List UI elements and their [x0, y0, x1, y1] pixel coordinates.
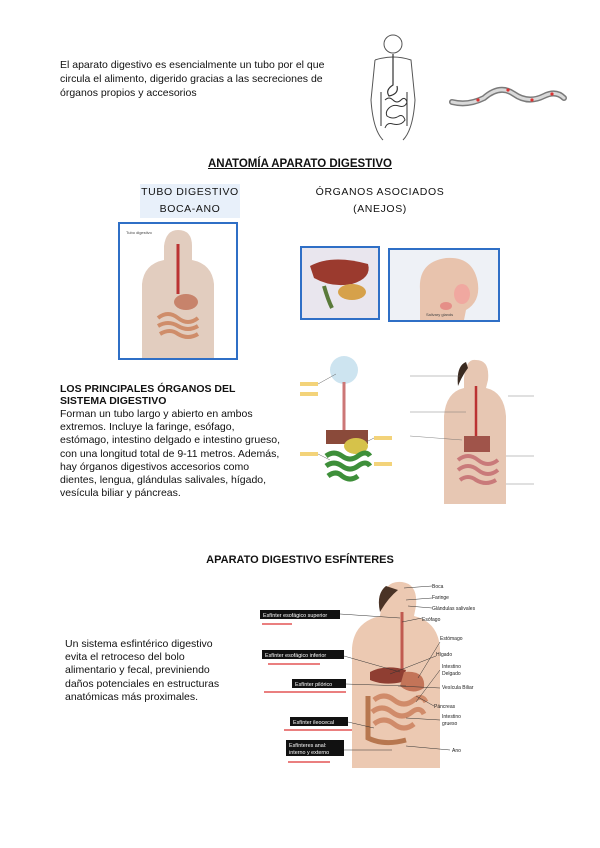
tag-esfinteres-anal-2: interno y externo — [289, 750, 330, 756]
tag-esfinter-esofagico-superior: Esfínter esofágico superior — [263, 613, 328, 619]
label-intestino-delgado-2: Delgado — [442, 671, 461, 677]
tubo-digestivo-image — [118, 222, 238, 360]
tag-esfinteres-anal-1: Esfínteres anal: — [289, 743, 327, 749]
label-intestino-grueso-1: Intestino — [442, 714, 461, 720]
label-faringe: Faringe — [432, 595, 449, 601]
tag-esfinter-pilorico: Esfínter pilórico — [295, 682, 333, 688]
sphincters-heading: APARATO DIGESTIVO ESFÍNTERES — [206, 554, 394, 566]
label-esofago: Esófago — [422, 617, 441, 623]
tubo-digestivo-label: TUBO DIGESTIVO BOCA-ANO — [140, 184, 240, 218]
organos-asociados-label: ÓRGANOS ASOCIADOS (ANEJOS) — [315, 186, 445, 215]
label-higado: Hígado — [436, 652, 453, 658]
digestive-outline-illustration — [355, 30, 435, 142]
label-estomago: Estómago — [440, 636, 463, 642]
intro-paragraph: El aparato digestivo es esencialmente un tubo por el que circula el alimento, digerido gracias a las secreciones de órganos propios y accesorios — [60, 59, 325, 99]
organs-section-title: LOS PRINCIPALES ÓRGANOS DEL SISTEMA DIGESTIVO — [60, 383, 236, 407]
sphincters-body: Un sistema esfintérico digestivo evita el retroceso del bolo alimentario y fecal, previniendo daños potenciales en estructuras anatómicas más proximales. — [65, 638, 220, 703]
label-boca: Boca — [432, 584, 444, 590]
salivary-glands-image — [388, 248, 500, 322]
labeled-digestive-diagram-right — [410, 356, 534, 504]
labeled-digestive-diagram-left — [296, 352, 398, 500]
label-intestino-grueso-2: grueso — [442, 721, 458, 727]
organs-section-body: Forman un tubo largo y abierto en ambos extremos. Incluye la faringe, esófago, estómago, intestino delgado e intestino grueso, con una longitud total de 9-11 metros. Además, hay órganos digestivos accesorios como dientes, lengua, glándulas salivales, hígado, vesícula biliar y páncreas. — [60, 408, 281, 500]
peristalsis-tube-illustration — [448, 76, 568, 116]
liver-organs-image — [300, 246, 380, 320]
label-glandulas: Glándulas salivales — [432, 606, 476, 612]
svg-text:Tubo digestivo: Tubo digestivo — [126, 230, 152, 235]
label-pancreas: Páncreas — [434, 704, 456, 710]
tag-esfinter-esofagico-inferior: Esfínter esofágico inferior — [265, 653, 327, 659]
anatomy-heading: ANATOMÍA APARATO DIGESTIVO — [207, 158, 392, 170]
svg-text:Salivary glands: Salivary glands — [426, 312, 454, 317]
label-ano: Ano — [452, 748, 461, 754]
sphincters-diagram — [256, 578, 506, 768]
tag-esfinter-ileocecal: Esfínter ileocecal — [293, 720, 335, 726]
label-intestino-delgado-1: Intestino — [442, 664, 461, 670]
label-vesicula: Vesícula Biliar — [442, 685, 474, 691]
